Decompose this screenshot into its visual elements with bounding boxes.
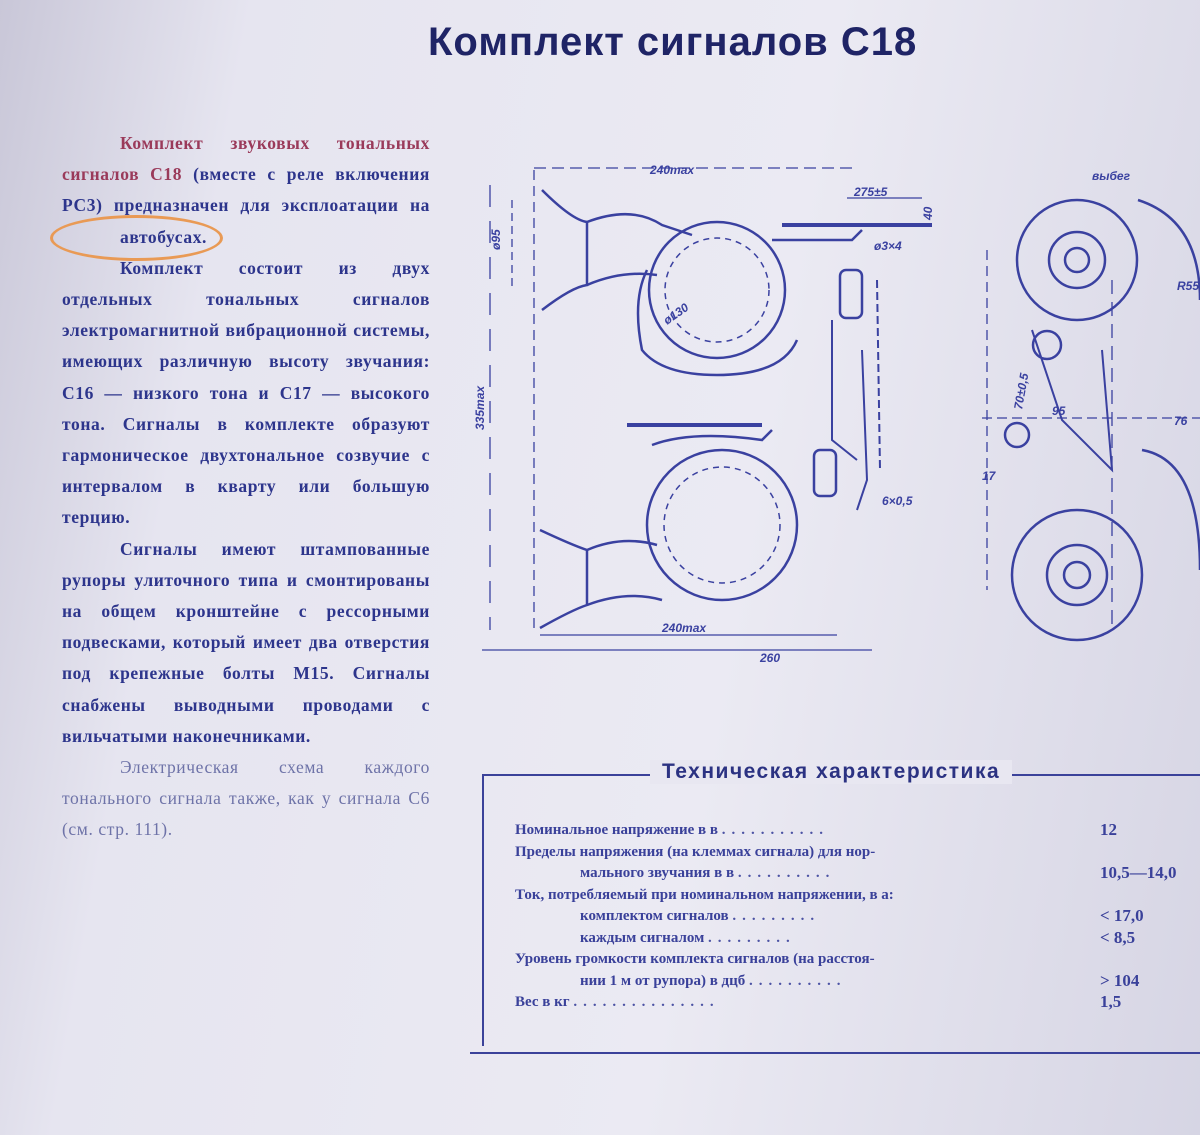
lower-horn-front [540, 425, 836, 628]
label-hole: ø3×4 [874, 239, 902, 253]
paragraph-1 [62, 128, 430, 253]
dimension-lines [482, 168, 922, 650]
spec-row [515, 994, 1085, 1011]
label-side-95: 95 [1052, 404, 1066, 418]
spec-row [515, 844, 1085, 861]
label-side-top: выбег [1092, 169, 1131, 183]
paragraph-2: Комплект состоит из двух отдельных тональных сигналов электромагнитной вибрационной системы, имеющих различную высоту звучания: С16 — низкого тона и С17 — высокого тона. Сигналы в комплекте образуют гармоническое двухтональное созвучие с интервалом в кварту или большую терцию. [62, 257, 430, 528]
spec-row [580, 865, 1085, 882]
spec-label: каждым сигналом [580, 929, 705, 946]
spec-heading: Техническая характеристика [650, 760, 1012, 784]
spec-row [580, 930, 1085, 947]
paragraph-3: Сигналы имеют штампованные рупоры улиточного типа и смонтированы на общем кронштейне с рессорными подвесками, который имеет два отверстия под крепежные болты М15. Сигналы снабжены выводными проводами с вильчатыми наконечниками. [62, 538, 430, 746]
spec-label: Номинальное напряжение в в [515, 822, 718, 838]
spec-row [580, 908, 1085, 925]
description-text [62, 128, 430, 846]
spec-label: комплектом сигналов [580, 908, 729, 924]
label-dia-95: ø95 [489, 229, 503, 250]
spec-leader-dots: .......... [737, 865, 836, 881]
label-wire: 6×0,5 [882, 494, 913, 508]
spec-label: Вес в кг [515, 994, 570, 1010]
spec-value: < 17,0 [1100, 906, 1144, 925]
spec-leader-dots: ......... [708, 929, 796, 946]
horn-technical-drawing [462, 150, 1200, 670]
label-width-top: 240max [650, 163, 695, 177]
paragraph-1-lead: Комплект звуковых тональных сигналов С18 [62, 133, 430, 185]
circled-word: автобусах. [62, 222, 207, 253]
label-height: 335max [473, 385, 487, 430]
paragraph-4: Электрическая схема каждого тонального сигнала также, как у сигнала С6 (см. стр. 111). [62, 757, 430, 840]
spec-label: Пределы напряжения (на клеммах сигнала) для нор- [515, 843, 876, 860]
spec-row [515, 951, 1085, 968]
spec-table-bottom-rule [470, 1052, 1200, 1054]
label-width-bottom: 260 [760, 651, 781, 665]
label-40: 40 [921, 206, 935, 220]
label-side-r: R55 [1177, 279, 1200, 293]
spec-leader-dots: ............... [573, 994, 720, 1010]
dimension-labels [473, 163, 935, 665]
side-view [982, 200, 1200, 640]
page-title: Комплект сигналов С18 [428, 20, 918, 64]
spec-value: 10,5—14,0 [1100, 863, 1177, 882]
spec-leader-dots: ........... [721, 822, 829, 838]
upper-horn-front [542, 190, 932, 375]
spec-leader-dots: ......... [732, 908, 821, 924]
spec-value: < 8,5 [1100, 927, 1136, 947]
spec-value: > 104 [1100, 970, 1140, 990]
spec-value: 1,5 [1100, 992, 1122, 1011]
spec-row [515, 887, 1085, 904]
spec-row [580, 973, 1085, 990]
label-width-bottom-inner: 240max [662, 621, 707, 635]
spec-label: Уровень громкости комплекта сигналов (на расстоя- [515, 951, 875, 967]
label-side-76: 76 [1174, 414, 1188, 428]
label-275: 275±5 [854, 185, 888, 199]
spec-label: Ток, потребляемый при номинальном напряжении, в а: [515, 886, 894, 903]
spec-leader-dots: .......... [749, 972, 847, 989]
label-side-dim: 70±0,5 [1011, 372, 1032, 411]
paragraph-1-rest: (вместе с реле включения РС3) предназначен для эксплоатации на [62, 164, 430, 216]
spec-value: 12 [1100, 820, 1117, 839]
spec-label: нии 1 м от рупора) в дцб [580, 972, 746, 989]
spec-label: мального звучания в в [580, 865, 735, 881]
label-side-17: 17 [982, 469, 996, 483]
spec-row [515, 822, 1085, 839]
label-dia-130: ø130 [660, 300, 692, 328]
